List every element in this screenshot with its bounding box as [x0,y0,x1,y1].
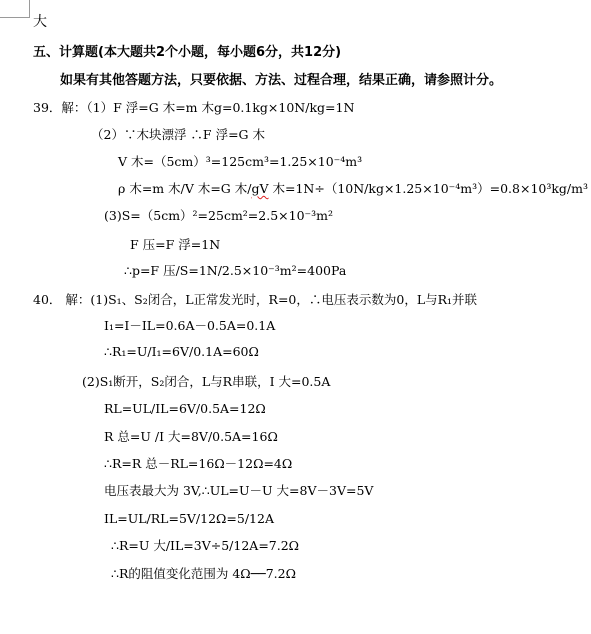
q40-line4: (2)S₁断开，S₂闭合，L与R串联，I 大=0.5A [82,374,331,389]
instruction-text: 如果有其他答题方法，只要依据、方法、过程合理，结果正确，请参照计分。 [60,73,503,88]
q39-line3: V 木=（5cm）³=125cm³=1.25×10⁻⁴m³ [118,154,363,169]
q39-line6: F 压=F 浮=1N [130,237,221,252]
q40-line8: 电压表最大为 3V,∴UL=U－U 大=8V－3V=5V [104,483,374,498]
q39-line5: (3)S=（5cm）²=25cm²=2.5×10⁻³m² [104,208,334,223]
q39-line1: 39．解：（1）F 浮=G 木=m 木g=0.1kg×10N/kg=1N [33,100,355,115]
q40-line10: ∴R=U 大/IL=3V÷5/12A=7.2Ω [111,538,300,553]
q40-line9: IL=UL/RL=5V/12Ω=5/12A [104,511,274,526]
page-corner-mark [0,0,30,18]
section-title: 五、计算题(本大题共2个小题，每小题6分，共12分) [33,45,342,60]
q39-line2: （2）∵木块漂浮 ∴F 浮=G 木 [91,127,266,142]
q39-line4-post: 木=1N÷（10N/kg×1.25×10⁻⁴m³）=0.8×10³kg/m³ [268,181,589,196]
q40-line6: R 总=U /I 大=8V/0.5A=16Ω [104,429,278,444]
q40-line2: I₁=I－IL=0.6A－0.5A=0.1A [104,318,276,333]
header-char: 大 [33,14,47,30]
q39-line7: ∴p=F 压/S=1N/2.5×10⁻³m²=400Pa [124,263,347,278]
q40-line1: 40． 解：(1)S₁、S₂闭合，L正常发光时，R=0，∴电压表示数为0，L与R₁并联 [33,292,478,307]
q40-line11: ∴R的阻值变化范围为 4Ω──7.2Ω [111,566,296,581]
q40-line5: RL=UL/IL=6V/0.5A=12Ω [104,401,266,416]
q40-line7: ∴R=R 总－RL=16Ω－12Ω=4Ω [104,456,293,471]
spell-check-flag: gV [251,181,269,196]
q40-line3: ∴R₁=U/I₁=6V/0.1A=60Ω [104,344,259,359]
q39-line4-pre: ρ 木=m 木/V 木=G 木/ [118,181,252,196]
q39-line4 [118,181,588,197]
